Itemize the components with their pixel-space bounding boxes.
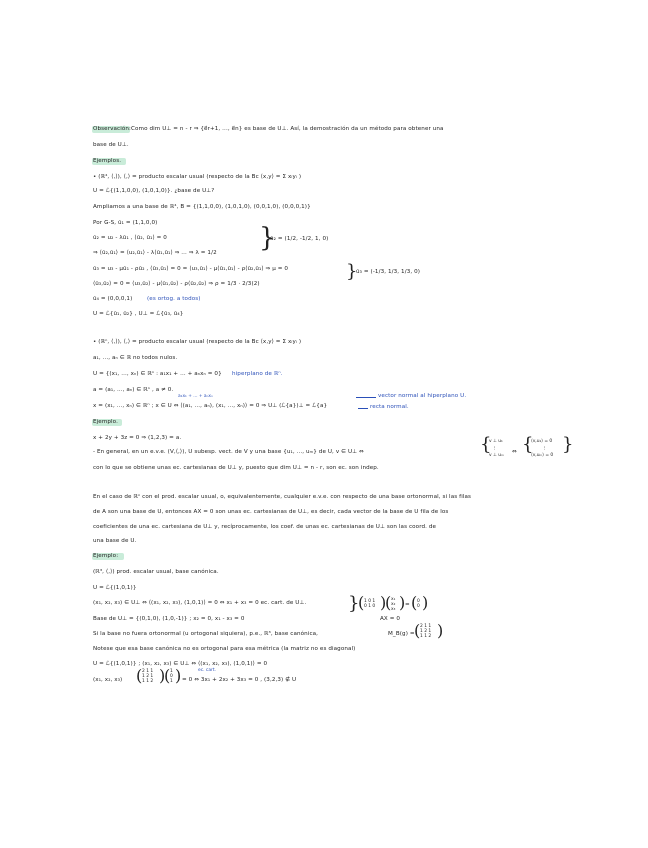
mat1-close: )	[380, 593, 387, 612]
ejemplo2-line-1: (ℝ³, ⟨,⟩) prod. escalar usual, base canónica.	[93, 569, 219, 575]
example2-note-5a: vector normal al hiperplano U.	[378, 393, 467, 399]
mat4-open: (	[414, 621, 421, 640]
ejemplo2-line-8-a: (x₁, x₂, x₃)	[93, 677, 123, 683]
example2-note-5b: recta normal.	[370, 404, 409, 410]
example2-line-2: a₁, ..., aₙ ∈ ℝ no todos nulos.	[93, 355, 178, 361]
example1-note-9: (es ortog. a todos)	[147, 296, 201, 302]
ejemplo2-mat-1: 1 0 1 0 1 0	[364, 599, 376, 609]
ejemplo2-mat-4: 2 1 1 1 2 1 1 1 2	[420, 624, 432, 639]
observation-label: Observación:	[93, 126, 132, 132]
ejemplo2-ax0: AX = 0	[380, 616, 401, 622]
mat5-open: (	[136, 666, 143, 685]
example1-u3-result: ū₃ = (-1/3, 1/3, 1/3, 0)	[356, 269, 421, 275]
example1-line-1: • (ℝ⁴, ⟨,⟩), ⟨,⟩ = producto escalar usual (respecto de la Bc ⟨x,y⟩ = Σ xᵢyᵢ )	[93, 174, 302, 180]
mat-equals: =	[405, 602, 410, 608]
example2-arrow-1	[356, 397, 376, 398]
mat5-close: )	[159, 666, 166, 685]
example2-line-4: a = (a₁, ..., aₙ) ∈ ℝⁿ , a ≠ 0.	[93, 387, 174, 393]
example3-brace-1: {	[480, 434, 492, 455]
mat2-close: )	[399, 593, 406, 612]
example1-line-5: ū₂ = u₂ - λū₁ , ⟨ū₂, ū₁⟩ = 0	[93, 235, 167, 241]
example3-sys-4: ⟨v,u₁⟩ = 0	[531, 439, 553, 444]
paragraph-line-3: coeficientes de una ec. cartesiana de U⊥ y, recíprocamente, los coef. de unas ec. cartesianas de U⊥ son las coord. de	[93, 524, 437, 530]
ejemplo2-line-2: U = ℒ{(1,0,1)}	[93, 585, 137, 591]
mat6-close: )	[175, 666, 182, 685]
example1-line-2: U = ℒ{(1,1,0,0), (1,0,1,0)}. ¿base de U⊥?	[93, 188, 215, 194]
mat6-open: (	[164, 666, 171, 685]
mat1-open: (	[358, 593, 365, 612]
example1-line-6: ⇒ ⟨ū₂,ū₁⟩ = ⟨u₂,ū₁⟩ - λ⟨ū₁,ū₁⟩ ⇒ ... ⇒ λ = 1/2	[93, 250, 217, 256]
example2-line-3: U = {(x₁, ..., xₙ) ∈ ℝⁿ : a₁x₁ + ... + aₙxₙ = 0}	[93, 371, 222, 377]
example2-arrow-2	[358, 408, 368, 409]
mat4-close: )	[437, 621, 444, 640]
example3-brace-2: {	[522, 434, 534, 455]
observation-line-2: base de U⊥.	[93, 142, 129, 148]
example2-line-5: x = (x₁, ..., xₙ) ∈ ℝⁿ ; x ∈ U ⇔ ⟨(a₁, ..., aₙ), (x₁, ..., xₙ)⟩ = 0 ⇒ U⊥ (ℒ{a})⊥ = ℒ{a}	[93, 403, 328, 409]
paragraph-line-1: En el caso de ℝⁿ con el prod. escalar usual, o, equivalentemente, cualquier e.v.e. con respecto de una base ortonormal, si las filas	[93, 494, 472, 500]
example3-iff: ⇔	[512, 449, 517, 455]
ejemplo2-line-7: U = ℒ{(1,0,1)} ; (x₁, x₂, x₃) ∈ U⊥ ⇔ ⟨(x₁, x₂, x₃), (1,0,1)⟩ = 0	[93, 661, 268, 667]
example1-line-8: ⟨ū₃,ū₂⟩ = 0 = ⟨u₃,ū₂⟩ - μ⟨ū₁,ū₂⟩ - ρ⟨ū₂,ū₂⟩ ⇒ ρ = 1/3 · 2/3(2)	[93, 281, 260, 287]
example2-line-1: • (ℝⁿ, ⟨,⟩), ⟨,⟩ = producto escalar usual (respecto de la Bc ⟨x,y⟩ = Σ xᵢyᵢ )	[93, 339, 302, 345]
ejemplo2-note-8: ec. cart.	[198, 668, 216, 673]
example1-brace: }	[259, 223, 276, 253]
example3-sys-5: ⋮	[542, 446, 547, 451]
mat3-close: )	[422, 593, 429, 612]
example3-line-1: x + 2y + 3z = 0 ⇒ (1,2,3) = a.	[93, 435, 182, 441]
example1-u2-result: ū₂ = (1/2, -1/2, 1, 0)	[270, 236, 329, 242]
ejemplo2-mat-5: 2 1 1 1 2 1 1 1 2	[142, 669, 154, 684]
ejemplo2-mat-3: 0 0	[417, 599, 420, 609]
example3-sys-1: v ⊥ u₁	[489, 439, 503, 444]
example3-line-3: con lo que se obtiene unas ec. cartesianas de U⊥ y, puesto que dim U⊥ = n - r, son ec. son indep.	[93, 465, 379, 471]
ejemplo2-line-6: Notese que esa base canónica no es ortogonal para esa métrica (la matriz no es diagonal)	[93, 646, 356, 652]
ejemplo2-line-5: Si la base no fuera ortonormal (u ortogonal siquiera), p.e., ℝ³, base canónica,	[93, 631, 319, 637]
example1-line-10: U = ℒ{ū₁, ū₂} , U⊥ = ℒ{ū₃, ū₄}	[93, 311, 184, 317]
ejemplo2-mat-2: x₁ x₂ x₃	[391, 597, 396, 612]
example1-line-4: Por G-S, ū₁ = (1,1,0,0)	[93, 220, 158, 226]
example1-line-7: ū₃ = u₃ - μū₁ - ρū₂ , ⟨ū₃,ū₁⟩ = 0 = ⟨u₃,ū₁⟩ - μ⟨ū₁,ū₁⟩ - ρ⟨ū₂,ū₁⟩ ⇒ μ = 0	[93, 266, 289, 272]
ejemplos-label: Ejemplos.	[93, 158, 122, 164]
ejemplo2-line-5-m: M_B(g) =	[388, 631, 415, 637]
mat3-open: (	[411, 593, 418, 612]
ejemplo-label: Ejemplo.	[93, 419, 118, 425]
ejemplo2-mat-6: 1 0 1	[170, 669, 173, 684]
example1-line-3: Ampliamos a una base de ℝ⁴, B = {(1,1,0,0), (1,0,1,0), (0,0,1,0), (0,0,0,1)}	[93, 204, 311, 210]
paragraph-line-4: una base de U.	[93, 538, 137, 544]
example1-line-9: ū₄ = (0,0,0,1)	[93, 296, 133, 302]
ejemplo2-brace: }	[348, 593, 360, 614]
example3-sys-3: v ⊥ uₘ	[489, 453, 504, 458]
paragraph-line-2: de A son una base de U, entonces AX = 0 son unas ec. cartesianas de U⊥, es decir, cada vector de la base de U fila de los	[93, 509, 449, 515]
ejemplo2-line-4: Base de U⊥ = {(0,1,0), (1,0,-1)} ; x₂ = 0, x₁ - x₃ = 0	[93, 616, 245, 622]
ejemplo2-label: Ejemplo:	[93, 553, 119, 559]
example3-sys-2: ⋮	[492, 446, 497, 451]
example2-note-3: hiperplano de ℝⁿ.	[232, 371, 283, 377]
example1-brace-2: }	[346, 261, 358, 282]
ejemplo2-line-3: (x₁, x₂, x₃) ∈ U⊥ ⇔ ⟨(x₁, x₂, x₃), (1,0,1)⟩ = 0 ⇔ x₁ + x₃ = 0 ec. cart. de U⊥.	[93, 600, 307, 606]
example2-note-5-top: a₁x₁ + ... + aₙxₙ	[178, 394, 213, 399]
example3-brace-3: }	[562, 434, 574, 455]
ejemplo2-line-8-b: = 0 ⇔ 3x₁ + 2x₂ + 3x₃ = 0 , (3,2,3) ∉ U	[182, 677, 297, 683]
example3-line-2: - En general, en un e.v.e. (V,⟨,⟩), U subesp. vect. de V y una base {u₁, ..., uₘ} de U, v ∈ U⊥ ⇔	[93, 449, 364, 455]
observation-line-1: Como dim U⊥ = n - r ⇒ {e⃗r+1, ..., e⃗n} es base de U⊥. Así, la demostración da un método para obtener una	[131, 126, 444, 132]
example3-sys-6: ⟨v,uₘ⟩ = 0	[531, 453, 554, 458]
mat2-open: (	[385, 593, 392, 612]
